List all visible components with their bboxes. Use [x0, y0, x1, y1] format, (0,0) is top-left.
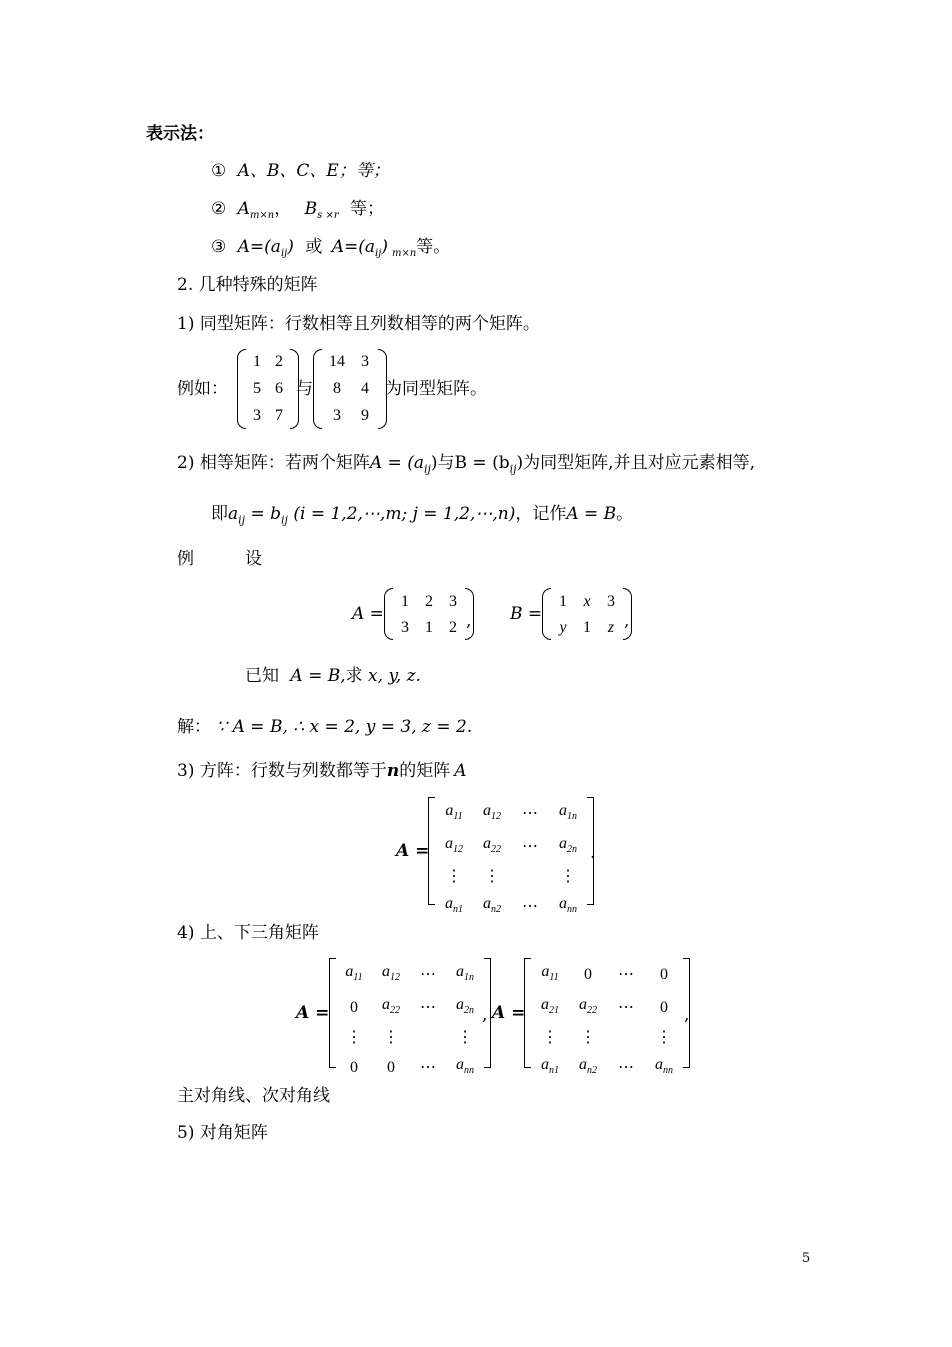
lower-matrix-label: A =	[492, 1003, 526, 1023]
example-2-B-matrix	[542, 588, 632, 640]
item-2-mid-sub: ij	[509, 462, 517, 476]
matrix-cell: 0	[350, 999, 358, 1017]
item-2-mid: )与B = (b	[430, 453, 510, 473]
example-1-right-matrix	[313, 349, 387, 429]
item-2-line-2	[211, 503, 633, 531]
matrix-cell: $a_{21}$	[541, 996, 559, 1017]
matrix-cell: 9	[361, 406, 369, 424]
example-2-label-she: 设	[245, 549, 262, 569]
repr-line-3	[211, 236, 450, 265]
matrix-cell: y	[559, 618, 567, 636]
matrix-cell: 0	[660, 966, 668, 984]
matrix-cell: 1	[559, 592, 567, 610]
matrix-cell: 14	[329, 353, 345, 371]
matrix-cell: ⋯	[420, 966, 436, 984]
matrix-cell: 0	[350, 1059, 358, 1077]
matrix-cell: ⋮	[457, 1029, 473, 1047]
upper-matrix-label: A =	[296, 1003, 330, 1023]
repr-2-a: A	[237, 199, 250, 219]
square-matrix-end: .	[590, 843, 596, 863]
repr-3-or: 或	[305, 237, 323, 257]
square-matrix	[428, 797, 594, 916]
matrix-cell: $a_{12}$	[445, 835, 463, 856]
matrix-cell: 1	[425, 618, 433, 636]
item-3-A: A	[454, 761, 467, 781]
example-2-A-comma: ,	[466, 611, 472, 631]
known-vars: x, y, z.	[368, 666, 421, 686]
item-2-line2-sub1: ij	[238, 513, 246, 527]
matrix-cell: $a_{12}$	[483, 802, 501, 823]
matrix-cell: 4	[361, 379, 369, 397]
example-1-left-matrix	[237, 349, 299, 429]
repr-3-b: A=(a	[331, 237, 376, 257]
item-4-title: 4) 上、下三角矩阵	[177, 923, 319, 943]
matrix-cell: 2	[275, 353, 283, 371]
matrix-cell: 3	[253, 406, 261, 424]
matrix-cell: $a_{n1}$	[541, 1056, 559, 1077]
example-2-label: 例	[177, 549, 194, 569]
known-mid: 求	[345, 666, 363, 686]
matrix-cell: ⋮	[383, 1029, 399, 1047]
lower-matrix-end: ,	[684, 1005, 690, 1025]
item-1-title: 1) 同型矩阵：行数相等且列数相等的两个矩阵。	[177, 314, 540, 334]
item-2-suffix: )为同型矩阵,并且对应元素相等,	[516, 453, 755, 473]
matrix-cell: ⋯	[618, 1059, 634, 1077]
matrix-cell: 3	[333, 406, 341, 424]
item-2-formula: A = (a	[369, 453, 424, 473]
example-1-mid: 与	[296, 379, 313, 399]
matrix-cell: ⋯	[522, 805, 538, 823]
repr-2-b: B	[304, 199, 318, 219]
matrix-cell: 1	[253, 353, 261, 371]
matrix-cell: 3	[361, 353, 369, 371]
item-3-text: 3) 方阵：行数与列数都等于	[177, 761, 387, 781]
matrix-cell: $a_{2n}$	[456, 996, 474, 1017]
matrix-cell: z	[607, 618, 615, 636]
circled-one: ①	[211, 161, 227, 181]
item-3-text2: 的矩阵	[399, 761, 451, 781]
matrix-cell: $a_{22}$	[483, 835, 501, 856]
example-2-known	[245, 665, 421, 687]
item-5-title: 5) 对角矩阵	[177, 1123, 268, 1143]
matrix-cell: ⋯	[618, 999, 634, 1017]
example-2-B-label: B =	[510, 604, 543, 624]
matrix-cell: $a_{12}$	[382, 963, 400, 984]
matrix-cell: 0	[387, 1059, 395, 1077]
repr-3-a: A=(a	[237, 237, 281, 257]
square-matrix-label: A =	[396, 841, 430, 861]
matrix-cell: 0	[584, 966, 592, 984]
matrix-cell: ⋮	[656, 1029, 672, 1047]
circled-two: ②	[211, 199, 227, 219]
matrix-cell: 8	[333, 379, 341, 397]
circled-three: ③	[211, 237, 227, 257]
matrix-cell: 3	[449, 592, 457, 610]
matrix-cell: ⋮	[580, 1029, 596, 1047]
solution-expr: ∵ A = B, ∴ x = 2, y = 3, z = 2.	[216, 717, 473, 737]
matrix-cell: $a_{22}$	[579, 996, 597, 1017]
item-2-line2-cond: (i = 1,2,⋯,m; j = 1,2,⋯,n)	[287, 504, 516, 524]
example-2-A-matrix	[384, 588, 474, 640]
matrix-cell: $a_{nn}$	[559, 895, 577, 916]
repr-3-b-end: )	[381, 237, 388, 257]
section-heading: 表示法：	[146, 124, 214, 144]
item-2-prefix: 2) 相等矩阵：若两个矩阵	[177, 453, 370, 473]
repr-3-b-sub2: m×n	[391, 248, 417, 259]
item-2-line2-eq: = b	[245, 504, 282, 524]
matrix-cell: ⋯	[420, 999, 436, 1017]
example-1-suffix: 为同型矩阵。	[385, 379, 487, 399]
upper-matrix-sep: ,	[482, 1005, 488, 1025]
item-2-line2-tail: ，记作	[515, 504, 567, 524]
item-2-line2-sub2: ij	[281, 513, 288, 527]
matrix-cell: 2	[449, 618, 457, 636]
item-3-title	[177, 760, 467, 782]
solution-prefix: 解：	[177, 717, 211, 737]
repr-2-tail: 等；	[350, 199, 385, 219]
matrix-cell: 0	[660, 999, 668, 1017]
matrix-cell: 5	[253, 379, 261, 397]
matrix-cell: 2	[425, 592, 433, 610]
example-1-prefix: 例如：	[177, 379, 228, 399]
example-2-B-comma: ,	[624, 611, 630, 631]
lower-triangular-matrix	[524, 958, 690, 1077]
matrix-cell: ⋯	[420, 1059, 436, 1077]
upper-triangular-matrix	[329, 958, 491, 1077]
matrix-cell: ⋮	[346, 1029, 362, 1047]
matrix-cell: ⋮	[484, 868, 500, 886]
matrix-cell: 1	[401, 592, 409, 610]
matrix-cell: $a_{11}$	[345, 963, 363, 984]
matrix-cell: 1	[583, 618, 591, 636]
matrix-cell: ⋮	[560, 868, 576, 886]
matrix-cell: $a_{2n}$	[559, 835, 577, 856]
matrix-cell: ⋯	[618, 966, 634, 984]
section-2-title: 2. 几种特殊的矩阵	[177, 275, 318, 295]
matrix-cell: $a_{n2}$	[579, 1056, 597, 1077]
matrix-cell: $a_{n2}$	[483, 895, 501, 916]
matrix-cell: x	[583, 592, 591, 610]
repr-1-text: A、B、C、E；等；	[237, 161, 390, 181]
item-2-line2-a: a	[228, 504, 239, 524]
repr-line-1	[211, 160, 390, 182]
repr-3-a-end: )	[287, 237, 294, 257]
known-expr: A = B,	[290, 666, 346, 686]
example-2-A-label: A =	[352, 604, 384, 624]
item-2-line2-end: 。	[616, 504, 634, 524]
repr-line-2: ② $A_{m\times n}$， $B_{s \times r}$ 等；	[211, 199, 385, 221]
repr-3-b-sub: ij	[375, 248, 382, 259]
diagonal-text: 主对角线、次对角线	[177, 1086, 330, 1106]
item-2-line-1	[177, 452, 755, 480]
repr-3-a-sub: ij	[280, 248, 288, 259]
matrix-cell: ⋮	[446, 868, 462, 886]
page-number: 5	[802, 1251, 811, 1266]
matrix-cell: 3	[401, 618, 409, 636]
matrix-cell: ⋯	[522, 898, 538, 916]
repr-2-a-sub: m×n	[249, 210, 275, 221]
known-prefix: 已知	[245, 666, 279, 686]
matrix-cell: 6	[275, 379, 283, 397]
matrix-cell: $a_{11}$	[541, 963, 559, 984]
example-2-solution	[177, 716, 472, 738]
matrix-cell: ⋯	[522, 838, 538, 856]
matrix-cell: 7	[275, 406, 283, 424]
repr-3-tail: 等。	[416, 237, 451, 257]
matrix-cell: $a_{nn}$	[655, 1056, 673, 1077]
matrix-cell: $a_{n1}$	[445, 895, 463, 916]
matrix-cell: $a_{1n}$	[456, 963, 474, 984]
repr-2-b-sub: s ×r	[317, 210, 339, 221]
matrix-cell: $a_{11}$	[445, 802, 463, 823]
matrix-cell: $a_{1n}$	[559, 802, 577, 823]
matrix-cell: ⋮	[542, 1029, 558, 1047]
item-3-n: n	[386, 761, 400, 781]
item-2-formula-sub: ij	[423, 462, 431, 476]
matrix-cell: $a_{nn}$	[456, 1056, 474, 1077]
item-2-line2-result: A = B	[566, 504, 617, 524]
matrix-cell: $a_{22}$	[382, 996, 400, 1017]
item-2-line2-prefix: 即	[211, 504, 228, 524]
matrix-cell: 3	[607, 592, 615, 610]
